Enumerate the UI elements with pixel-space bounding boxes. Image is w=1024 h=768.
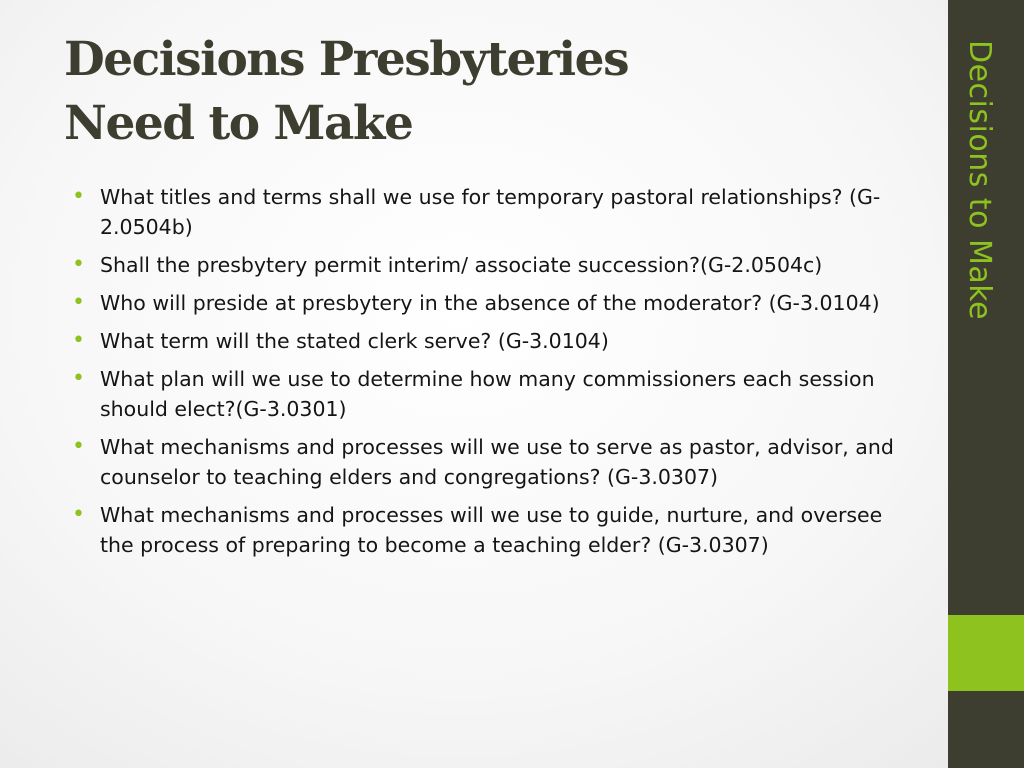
title-line-1: Decisions Presbyteries (64, 32, 629, 87)
bullet-dot-icon: • (72, 184, 85, 209)
bullet-dot-icon: • (72, 366, 85, 391)
bullet-item (72, 326, 902, 356)
bullet-text: What mechanisms and processes will we use to serve as pastor, advisor, and counselor to teaching elders and congregations? (G-3.0307) (100, 435, 894, 489)
bullet-text: Who will preside at presbytery in the absence of the moderator? (G-3.0104) (100, 291, 880, 315)
bullet-text: Shall the presbytery permit interim/ associate succession?(G-2.0504c) (100, 253, 823, 277)
slide-title (64, 28, 924, 156)
bullet-item (72, 432, 902, 492)
bullet-item (72, 182, 902, 242)
bullet-item (72, 500, 902, 560)
bullet-text: What plan will we use to determine how many commissioners each session should elect?(G-3.0301) (100, 367, 875, 421)
bullet-item (72, 288, 902, 318)
bullet-item (72, 364, 902, 424)
bullet-dot-icon: • (72, 252, 85, 277)
sidebar-title: Decisions to Make (962, 40, 997, 321)
bullet-text: What term will the stated clerk serve? (G-3.0104) (100, 329, 609, 353)
sidebar-accent-block (948, 615, 1024, 691)
bullet-dot-icon: • (72, 434, 85, 459)
bullet-dot-icon: • (72, 328, 85, 353)
bullet-item (72, 250, 902, 280)
title-line-2: Need to Make (64, 96, 413, 151)
bullet-dot-icon: • (72, 502, 85, 527)
bullet-dot-icon: • (72, 290, 85, 315)
bullet-text: What mechanisms and processes will we use to guide, nurture, and oversee the process of preparing to become a teaching elder? (G-3.0307) (100, 503, 883, 557)
bullet-text: What titles and terms shall we use for temporary pastoral relationships? (G-2.0504b) (100, 185, 881, 239)
bullet-list (72, 182, 902, 568)
